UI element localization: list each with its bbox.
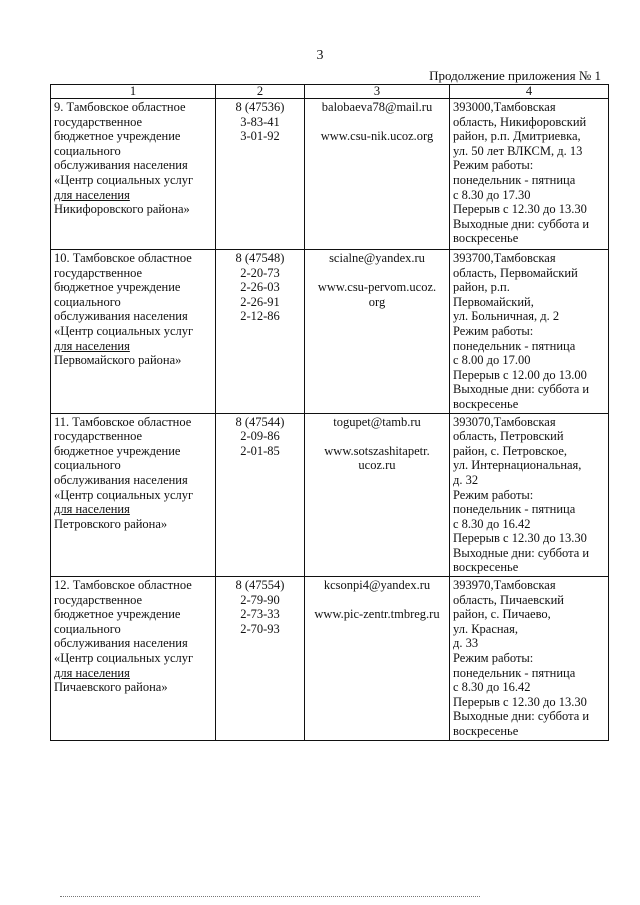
- address-line: понедельник - пятница: [453, 665, 576, 680]
- address-line: д. 32: [453, 472, 479, 487]
- name-line: государственное: [54, 429, 143, 444]
- institution-name-cell: [51, 413, 216, 577]
- name-line: бюджетное учреждение: [54, 129, 181, 144]
- website-link[interactable]: www.pic-zentr.tmbreg.ru: [314, 607, 440, 622]
- phone-number: 2-01-85: [240, 443, 280, 458]
- contact-cell: [305, 577, 450, 741]
- address-line: район, с. Пичаево,: [453, 607, 551, 622]
- name-line: для населения: [54, 665, 130, 680]
- name-line: 11. Тамбовское областное: [54, 414, 192, 429]
- appendix-continuation-label: Продолжение приложения № 1: [429, 68, 601, 83]
- address-line: область, Никифоровский: [453, 114, 587, 129]
- address-line: ул. Красная,: [453, 621, 518, 636]
- website-link[interactable]: www.sotszashitapetr.: [324, 443, 430, 458]
- address-line: область, Петровский: [453, 429, 564, 444]
- address-cell: [450, 99, 609, 250]
- name-line: 10. Тамбовское областное: [54, 251, 192, 265]
- address-line: область, Пичаевский: [453, 592, 564, 607]
- address-line: понедельник - пятница: [453, 172, 576, 187]
- phone-cell: [216, 577, 305, 741]
- institutions-table: [50, 84, 609, 741]
- address-line: Режим работы:: [453, 323, 534, 338]
- address-line: 393000,Тамбовская: [453, 100, 556, 114]
- phone-number: 2-26-91: [240, 294, 280, 309]
- address-line: Выходные дни: суббота и: [453, 545, 590, 560]
- name-line: Первомайского района»: [54, 353, 182, 368]
- website-link[interactable]: www.csu-pervom.ucoz.: [317, 280, 437, 295]
- website-link-continued[interactable]: org: [368, 294, 386, 309]
- contact-cell: [305, 413, 450, 577]
- address-line: понедельник - пятница: [453, 502, 576, 517]
- name-line: для населения: [54, 338, 130, 353]
- institution-name-cell: [51, 577, 216, 741]
- address-line: с 8.30 до 17.30: [453, 187, 531, 202]
- address-line: район, р.п. Дмитриевка,: [453, 129, 581, 144]
- name-line: «Центр социальных услуг: [54, 487, 194, 502]
- phone-number: 2-26-03: [240, 280, 280, 295]
- phone-cell: [216, 413, 305, 577]
- name-line: бюджетное учреждение: [54, 280, 181, 295]
- phone-code: 8 (47544): [235, 414, 285, 429]
- email-link[interactable]: kcsonpi4@yandex.ru: [323, 578, 431, 593]
- name-line: 9. Тамбовское областное: [54, 100, 186, 114]
- name-line: 12. Тамбовское областное: [54, 578, 192, 593]
- phone-code: 8 (47536): [235, 100, 285, 114]
- phone-number: 2-09-86: [240, 429, 280, 444]
- address-line: 393700,Тамбовская: [453, 251, 556, 265]
- phone-number: 2-20-73: [240, 265, 280, 280]
- address-line: воскресенье: [453, 560, 519, 575]
- name-line: бюджетное учреждение: [54, 607, 181, 622]
- table-row: [51, 413, 609, 577]
- name-line: социального: [54, 143, 121, 158]
- column-header-3: 3: [305, 85, 450, 99]
- name-line: «Центр социальных услуг: [54, 172, 194, 187]
- name-line: обслуживания населения: [54, 636, 188, 651]
- address-line: Перерыв с 12.30 до 13.30: [453, 531, 587, 546]
- phone-number: 2-70-93: [240, 621, 280, 636]
- address-line: район, с. Петровское,: [453, 443, 568, 458]
- table-row: [51, 99, 609, 250]
- name-line: бюджетное учреждение: [54, 443, 181, 458]
- address-line: с 8.30 до 16.42: [453, 516, 531, 531]
- address-line: Режим работы:: [453, 158, 534, 173]
- name-line: обслуживания населения: [54, 472, 188, 487]
- name-line: для населения: [54, 187, 130, 202]
- address-line: с 8.30 до 16.42: [453, 680, 531, 695]
- address-line: Перерыв с 12.30 до 13.30: [453, 694, 587, 709]
- phone-cell: [216, 99, 305, 250]
- name-line: обслуживания населения: [54, 309, 188, 324]
- website-link[interactable]: www.csu-nik.ucoz.org: [320, 129, 434, 144]
- address-line: д. 33: [453, 636, 479, 651]
- phone-cell: [216, 250, 305, 414]
- name-line: Петровского района»: [54, 516, 168, 531]
- address-line: 393070,Тамбовская: [453, 414, 556, 429]
- column-header-1: 1: [51, 85, 216, 99]
- address-line: ул. Интернациональная,: [453, 458, 582, 473]
- page-number: 3: [316, 48, 324, 63]
- name-line: государственное: [54, 592, 143, 607]
- address-line: область, Первомайский: [453, 265, 578, 280]
- contact-cell: [305, 250, 450, 414]
- address-line: 393970,Тамбовская: [453, 578, 556, 593]
- name-line: «Центр социальных услуг: [54, 323, 194, 338]
- address-line: воскресенье: [453, 231, 519, 246]
- name-line: Никифоровского района»: [54, 202, 190, 217]
- phone-code: 8 (47548): [235, 251, 285, 265]
- phone-number: 2-79-90: [240, 592, 280, 607]
- name-line: социального: [54, 621, 121, 636]
- address-cell: [450, 250, 609, 414]
- contact-cell: [305, 99, 450, 250]
- address-line: Выходные дни: суббота и: [453, 709, 590, 724]
- address-line: Перерыв с 12.00 до 13.00: [453, 367, 587, 382]
- name-line: «Центр социальных услуг: [54, 651, 194, 666]
- address-line: район, р.п.: [453, 280, 510, 295]
- address-line: Первомайский,: [453, 294, 534, 309]
- address-line: с 8.00 до 17.00: [453, 353, 531, 368]
- address-line: Выходные дни: суббота и: [453, 382, 590, 397]
- email-link[interactable]: togupet@tamb.ru: [333, 414, 421, 429]
- email-link[interactable]: scialne@yandex.ru: [329, 251, 425, 265]
- phone-number: 2-73-33: [240, 607, 280, 622]
- address-line: воскресенье: [453, 724, 519, 738]
- email-link[interactable]: balobaeva78@mail.ru: [321, 100, 433, 114]
- table-header-row: [51, 85, 609, 99]
- column-header-2: 2: [216, 85, 305, 99]
- address-line: понедельник - пятница: [453, 338, 576, 353]
- phone-number: 2-12-86: [240, 309, 280, 324]
- name-line: для населения: [54, 502, 130, 517]
- institution-name-cell: [51, 250, 216, 414]
- address-cell: [450, 413, 609, 577]
- column-header-4: 4: [450, 85, 609, 99]
- name-line: государственное: [54, 265, 143, 280]
- address-cell: [450, 577, 609, 741]
- address-line: Перерыв с 12.30 до 13.30: [453, 202, 587, 217]
- phone-number: 3-83-41: [240, 114, 280, 129]
- phone-number: 3-01-92: [240, 129, 280, 144]
- address-line: ул. Больничная, д. 2: [453, 309, 560, 324]
- table-row: [51, 577, 609, 741]
- website-link-continued[interactable]: ucoz.ru: [358, 458, 396, 473]
- institution-name-cell: [51, 99, 216, 250]
- name-line: государственное: [54, 114, 143, 129]
- name-line: социального: [54, 294, 121, 309]
- phone-code: 8 (47554): [235, 578, 285, 593]
- name-line: социального: [54, 458, 121, 473]
- address-line: Режим работы:: [453, 651, 534, 666]
- name-line: Пичаевского района»: [54, 680, 168, 695]
- address-line: Выходные дни: суббота и: [453, 216, 590, 231]
- table-row: [51, 250, 609, 414]
- address-line: воскресенье: [453, 396, 519, 411]
- address-line: Режим работы:: [453, 487, 534, 502]
- scan-artifact-divider: [60, 896, 480, 900]
- address-line: ул. 50 лет ВЛКСМ, д. 13: [453, 143, 583, 158]
- name-line: обслуживания населения: [54, 158, 188, 173]
